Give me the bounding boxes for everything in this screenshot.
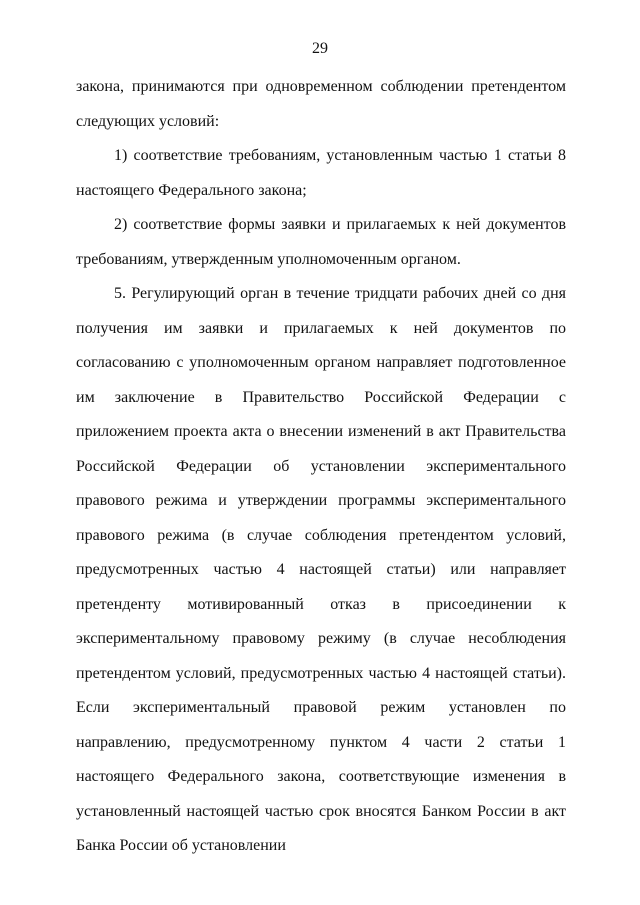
list-item-1: 1) соответствие требованиям, установленным частью 1 статьи 8 настоящего Федерального закона; [76,147,566,199]
page-number: 29 [312,40,328,57]
paragraph-clause-5: 5. Регулирующий орган в течение тридцати рабочих дней со дня получения им заявки и прилагаемых к ней документов по согласованию с уполномоченным органом направляет подготовленное им заключение в Правительство Российской Федерации с приложением проекта акта о внесении изменений в акт Правительства Российской Федерации об установлении экспериментального правового режима и утверждении программы экспериментального правового режима (в случае соблюдения претендентом условий, предусмотренных частью 4 настоящей статьи) или направляет претенденту мотивированный отказ в присоединении к экспериментальному правовому режиму (в случае несоблюдения претендентом условий, предусмотренных частью 4 настоящей статьи). Если экспериментальный правовой режим установлен по направлению, предусмотренному пунктом 4 части 2 статьи 1 настоящего Федерального закона, соответствующие изменения в установленный настоящей частью срок вносятся Банком России в акт Банка России об установлении [76,285,566,854]
document-body [76,70,566,864]
paragraph-continuation: закона, принимаются при одновременном соблюдении претендентом следующих условий: [76,78,566,130]
list-item-2: 2) соответствие формы заявки и прилагаемых к ней документов требованиям, утвержденным уполномоченным органом. [76,216,566,268]
